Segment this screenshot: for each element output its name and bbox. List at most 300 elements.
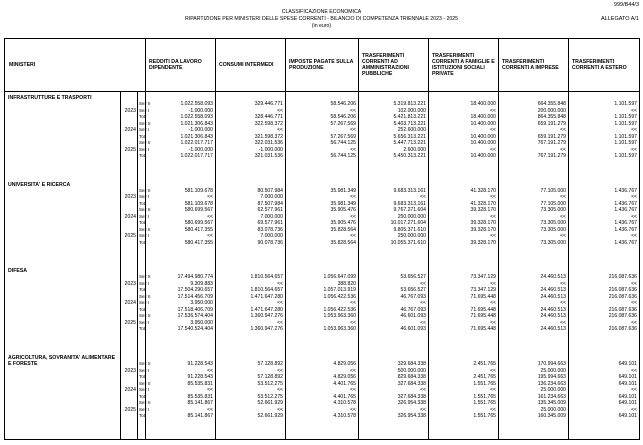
col-header-4: TRASFERIMENTI CORRENTI AD AMMINISTRAZIONI PUBBLICHE [359, 39, 429, 92]
ministry-name: DIFESA [8, 268, 28, 275]
value-cell: 24.460.513 [540, 274, 567, 281]
year-label: 2023 [124, 194, 136, 201]
value-cell: 53.656.527 [400, 274, 427, 281]
year-label: 2025 [124, 319, 136, 326]
value-cell: 85.535.831 [187, 380, 214, 387]
value-cell: 53.656.527 [400, 287, 427, 294]
value-cell: 9.805.371.610 [393, 226, 427, 233]
section-label: Tot [139, 200, 146, 206]
section-label: Tot [139, 153, 146, 158]
value-cell: 77.105.000 [540, 200, 567, 207]
value-cell: 1.022.017.717 [180, 153, 214, 159]
value-cell: 649.101 [618, 393, 638, 400]
value-cell: << [207, 194, 214, 201]
value-cell: 664.355.848 [537, 101, 567, 107]
value-cell: 1.101.597 [614, 101, 638, 107]
value-cell: 41.328.170 [470, 200, 497, 207]
value-cell: 500.000.000 [397, 367, 427, 374]
value-cell: 322.598.372 [254, 120, 284, 127]
year-label: 2025 [124, 406, 136, 413]
allegato-label: ALLEGATO A/1 [600, 16, 639, 22]
value-cell: 80.507.984 [257, 187, 284, 194]
value-cell: 10.400.000 [470, 140, 497, 146]
value-cell: 7.000.000 [260, 213, 284, 220]
value-cell: 1.022.558.093 [180, 114, 214, 120]
section-label: Sez II [139, 187, 151, 193]
value-cell: 321.031.536 [254, 153, 284, 159]
value-cell: 52.661.929 [257, 400, 284, 407]
value-cell: 56.744.125 [330, 140, 357, 146]
document-subtitle: RIPARTIZIONE PER MINISTERI DELLE SPESE CORRENTI - BILANCIO DI COMPETENZA TRIENNALE 2023 - 2025 [185, 16, 458, 22]
value-cell: 57.128.892 [257, 361, 284, 368]
value-cell: << [631, 213, 638, 220]
ministry-block [5, 352, 640, 439]
value-cell: 35.828.564 [330, 226, 357, 233]
value-cell: 53.512.275 [257, 380, 284, 387]
value-cell: 57.267.569 [330, 120, 357, 127]
section-label: Sez II [139, 274, 151, 280]
value-cell: 24.460.513 [540, 287, 567, 294]
value-cell: 10.400.000 [470, 133, 497, 140]
ministry-name: AGRICOLTURA, SOVRANITA' ALIMENTARE E FORESTE [8, 355, 116, 368]
value-cell: 1.810.564.657 [250, 287, 284, 294]
value-cell: 329.446.771 [254, 101, 284, 107]
value-cell: 2.451.765 [473, 361, 497, 368]
value-cell: << [277, 127, 284, 133]
section-label: Sez I [139, 280, 150, 286]
value-cell: 73.305.000 [540, 220, 567, 227]
value-cell: 17.536.574.404 [177, 313, 214, 320]
value-cell: 580.699.567 [184, 207, 214, 214]
value-cell: 659.191.279 [537, 120, 567, 127]
value-cell: << [277, 107, 284, 114]
value-cell: 10.400.000 [470, 120, 497, 127]
value-cell: 18.400.000 [470, 114, 497, 120]
value-cell: 39.328.170 [470, 239, 497, 246]
value-cell: 250.000.000 [397, 213, 427, 220]
value-cell: 91.228.543 [187, 361, 214, 368]
section-label: Sez II [139, 140, 151, 145]
value-cell: 62.577.961 [257, 207, 284, 214]
value-cell: << [350, 300, 357, 307]
value-cell: 5.656.313.221 [393, 133, 427, 140]
value-cell: 659.191.279 [537, 133, 567, 140]
value-cell: 10.055.371.610 [390, 239, 427, 246]
value-cell: 581.109.678 [184, 200, 214, 207]
section-label: Tot [139, 326, 146, 332]
value-cell: 24.460.513 [540, 293, 567, 300]
section-label: Sez II [139, 207, 151, 213]
value-cell: 329.684.338 [397, 361, 427, 368]
value-cell: 581.109.678 [184, 187, 214, 194]
value-cell: << [490, 319, 497, 326]
value-cell: 1.436.767 [614, 239, 638, 246]
section-label: Sez II [139, 400, 151, 406]
value-cell: 35.981.349 [330, 200, 357, 207]
value-cell: << [207, 387, 214, 394]
value-cell: << [350, 406, 357, 413]
value-cell: 18.400.000 [470, 101, 497, 107]
value-cell: 216.087.636 [608, 274, 638, 281]
year-spacer [121, 153, 136, 160]
value-cell: 10.400.000 [470, 153, 497, 159]
value-cell: << [277, 300, 284, 307]
value-cell: 17.540.524.404 [177, 326, 214, 333]
section-label: Sez I [139, 127, 150, 132]
value-cell: 69.577.961 [257, 220, 284, 227]
year-label: 2025 [124, 233, 136, 240]
value-cell: 767.191.279 [537, 140, 567, 146]
year-spacer [121, 240, 136, 247]
value-cell: 864.355.848 [537, 114, 567, 120]
value-cell: << [420, 280, 427, 287]
value-cell: 580.699.567 [184, 220, 214, 227]
value-cell: 77.105.000 [540, 187, 567, 194]
value-cell: 4.829.056 [333, 361, 357, 368]
value-cell: << [350, 233, 357, 240]
value-cell: 200.000.000 [537, 107, 567, 114]
col-header-2: CONSUMI INTERMEDI [216, 39, 286, 92]
value-cell: 39.328.170 [470, 220, 497, 227]
value-cell: 35.905.476 [330, 207, 357, 214]
value-cell: << [631, 233, 638, 240]
value-cell: 25.000.000 [540, 406, 567, 413]
value-cell: << [490, 387, 497, 394]
value-cell: << [350, 319, 357, 326]
value-cell: 9.683.313.161 [393, 200, 427, 207]
year-label: 2023 [124, 367, 136, 374]
value-cell: << [631, 280, 638, 287]
value-cell: 24.460.513 [540, 326, 567, 333]
value-cell: 4.310.578 [333, 413, 357, 420]
value-cell: 85.141.867 [187, 400, 214, 407]
value-cell: 1.022.558.093 [180, 101, 214, 107]
value-cell: << [631, 319, 638, 326]
value-cell: 46.601.093 [400, 313, 427, 320]
value-cell: 1.436.767 [614, 187, 638, 194]
value-cell: << [490, 367, 497, 374]
value-cell: 87.507.984 [257, 200, 284, 207]
value-cell: 1.471.647.280 [250, 306, 284, 313]
value-cell: << [490, 107, 497, 114]
value-cell: << [277, 406, 284, 413]
value-cell: 580.417.355 [184, 239, 214, 246]
value-cell: << [631, 387, 638, 394]
value-cell: 216.087.636 [608, 306, 638, 313]
value-cell: 1.360.947.276 [250, 313, 284, 320]
value-cell: 326.954.338 [397, 400, 427, 407]
col-header-ministeri: MINISTERI [5, 39, 146, 92]
value-cell: << [207, 233, 214, 240]
value-cell: 85.141.867 [187, 413, 214, 420]
section-label: Tot [139, 133, 146, 139]
value-cell: << [631, 300, 638, 307]
year-label: 2024 [124, 300, 136, 307]
value-cell: 649.101 [618, 361, 638, 368]
value-cell: 73.305.000 [540, 207, 567, 214]
value-cell: 102.000.000 [397, 107, 427, 114]
value-cell: 322.031.536 [254, 140, 284, 146]
value-cell: << [207, 213, 214, 220]
value-cell: -1.000.000 [188, 107, 214, 114]
value-cell: 9.309.883 [190, 280, 214, 287]
value-cell: << [420, 194, 427, 201]
value-cell: << [490, 406, 497, 413]
value-cell: << [277, 319, 284, 326]
year-label: 2025 [124, 146, 136, 153]
value-cell: 1.021.306.843 [180, 120, 214, 127]
value-cell: << [631, 194, 638, 201]
ministry-block [5, 92, 640, 179]
value-cell: 649.101 [618, 400, 638, 407]
value-cell: 73.347.129 [470, 274, 497, 281]
value-cell: << [207, 406, 214, 413]
value-cell: 136.234.663 [537, 380, 567, 387]
value-cell: 1.057.013.919 [323, 287, 357, 294]
value-cell: 73.305.000 [540, 226, 567, 233]
value-cell: 9.767.271.604 [393, 207, 427, 214]
value-cell: 649.101 [618, 380, 638, 387]
year-spacer [121, 326, 136, 333]
value-cell: 1.101.597 [614, 153, 638, 159]
section-label: Sez II [139, 380, 151, 386]
value-cell: 1.551.765 [473, 400, 497, 407]
value-cell: << [350, 146, 357, 153]
value-cell: 83.078.736 [257, 226, 284, 233]
value-cell: 17.518.406.709 [177, 306, 214, 313]
value-cell: << [420, 300, 427, 307]
expenditure-table [4, 38, 640, 440]
value-cell: 17.504.290.657 [177, 287, 214, 294]
value-cell: 327.684.338 [397, 380, 427, 387]
value-cell: 1.021.306.843 [180, 133, 214, 140]
section-label: Sez II [139, 120, 151, 126]
value-cell: << [350, 194, 357, 201]
section-label: Tot [139, 114, 146, 119]
value-cell: << [631, 107, 638, 114]
section-label: Tot [139, 287, 146, 293]
value-cell: << [560, 233, 567, 240]
value-cell: 17.514.456.709 [177, 293, 214, 300]
value-cell: 1.022.017.717 [180, 140, 214, 146]
value-cell: 4.829.056 [333, 374, 357, 381]
value-cell: 57.267.569 [330, 133, 357, 140]
document-title: CLASSIFICAZIONE ECONOMICA [281, 9, 362, 15]
value-cell: 24.460.513 [540, 306, 567, 313]
year-label: 2023 [124, 280, 136, 287]
value-cell: 4.401.765 [333, 393, 357, 400]
col-header-6: TRASFERIMENTI CORRENTI A IMPRESE [499, 39, 569, 92]
value-cell: 46.601.093 [400, 326, 427, 333]
value-cell: 1.360.947.276 [250, 326, 284, 333]
value-cell: << [420, 406, 427, 413]
value-cell: 195.994.663 [537, 374, 567, 381]
value-cell: 71.695.448 [470, 293, 497, 300]
value-cell: 1.101.597 [614, 120, 638, 127]
value-cell: << [490, 233, 497, 240]
value-cell: 5.319.813.221 [393, 101, 427, 107]
value-cell: 250.000.000 [397, 233, 427, 240]
value-cell: 252.600.000 [397, 127, 427, 133]
value-cell: << [560, 127, 567, 133]
year-label: 2023 [124, 107, 136, 114]
value-cell: 1.436.767 [614, 220, 638, 227]
value-cell: << [631, 146, 638, 153]
value-cell: << [560, 213, 567, 220]
ministry-name: INFRASTRUTTURE E TRASPORTI [8, 95, 92, 101]
value-cell: 1.056.647.099 [323, 274, 357, 281]
value-cell: 7.000.000 [260, 233, 284, 240]
value-cell: 58.546.206 [330, 114, 357, 120]
value-cell: 25.000.000 [540, 367, 567, 374]
section-label: Sez II [139, 313, 151, 319]
unit-label: (in euro) [311, 23, 332, 29]
value-cell: -1.000.000 [188, 146, 214, 153]
ministry-block [5, 179, 640, 266]
value-cell: 58.546.206 [330, 101, 357, 107]
section-label: Tot [139, 374, 146, 380]
col-header-5: TRASFERIMENTI CORRENTI A FAMIGLIE E ISTITUZIONI SOCIALI PRIVATE [429, 39, 499, 92]
section-label: Sez I [139, 406, 150, 412]
value-cell: 216.087.636 [608, 313, 638, 320]
value-cell: 326.954.338 [397, 413, 427, 420]
value-cell: << [277, 387, 284, 394]
value-cell: 35.905.476 [330, 220, 357, 227]
section-label: Sez I [139, 194, 150, 200]
value-cell: 1.101.597 [614, 133, 638, 140]
section-label: Tot [139, 393, 146, 399]
value-cell: 327.684.338 [397, 393, 427, 400]
section-label: Sez I [139, 387, 150, 393]
value-cell: << [490, 213, 497, 220]
value-cell: << [420, 319, 427, 326]
ministry-name: UNIVERSITA' E RICERCA [8, 181, 71, 188]
value-cell: 4.401.765 [333, 380, 357, 387]
value-cell: << [560, 300, 567, 307]
value-cell: 321.598.372 [254, 133, 284, 140]
col-header-3: IMPOSTE PAGATE SULLA PRODUZIONE [286, 39, 359, 92]
value-cell: 216.087.636 [608, 326, 638, 333]
value-cell: 24.460.513 [540, 313, 567, 320]
value-cell: << [560, 280, 567, 287]
value-cell: 1.056.422.536 [323, 293, 357, 300]
value-cell: 39.328.170 [470, 207, 497, 214]
value-cell: << [350, 213, 357, 220]
value-cell: 767.191.279 [537, 153, 567, 159]
value-cell: -1.000.000 [188, 127, 214, 133]
value-cell: 1.436.767 [614, 207, 638, 214]
value-cell: 1.056.422.536 [323, 306, 357, 313]
value-cell: -1.000.000 [258, 146, 284, 153]
year-label: 2024 [124, 213, 136, 220]
document-header [0, 9, 643, 30]
value-cell: 5.403.713.221 [393, 120, 427, 127]
section-label: Tot [139, 306, 146, 312]
value-cell: 56.744.125 [330, 153, 357, 159]
value-cell: 41.328.170 [470, 187, 497, 194]
section-label: Sez I [139, 107, 150, 113]
value-cell: 1.551.765 [473, 413, 497, 420]
col-header-1: REDDITI DA LAVORO DIPENDENTE [146, 39, 216, 92]
section-label: Sez II [139, 293, 151, 299]
value-cell: 35.828.564 [330, 239, 357, 246]
value-cell: 17.494.980.774 [177, 274, 214, 281]
value-cell: 73.347.129 [470, 287, 497, 294]
value-cell: 649.101 [618, 374, 638, 381]
value-cell: 10.017.271.604 [390, 220, 427, 227]
section-label: Sez I [139, 319, 150, 325]
value-cell: 73.305.000 [540, 239, 567, 246]
value-cell: << [277, 367, 284, 374]
value-cell: 71.695.448 [470, 326, 497, 333]
value-cell: 829.684.338 [397, 374, 427, 381]
value-cell: << [560, 194, 567, 201]
value-cell: 2.451.765 [473, 374, 497, 381]
year-label: 2024 [124, 127, 136, 133]
value-cell: << [490, 280, 497, 287]
value-cell: 85.535.831 [187, 393, 214, 400]
value-cell: 3.950.000 [190, 319, 214, 326]
section-label: Sez I [139, 213, 150, 219]
section-label: Sez I [139, 146, 150, 152]
value-cell: << [631, 406, 638, 413]
section-label: Sez I [139, 300, 150, 306]
section-label: Sez II [139, 226, 151, 232]
section-label: Sez II [139, 361, 151, 367]
section-label: Sez I [139, 233, 150, 239]
value-cell: 1.101.597 [614, 140, 638, 146]
value-cell: << [490, 146, 497, 153]
value-cell: 328.446.771 [254, 114, 284, 120]
section-label: Sez II [139, 101, 151, 106]
value-cell: 53.512.275 [257, 393, 284, 400]
value-cell: 649.101 [618, 413, 638, 420]
ministry-block [5, 265, 640, 352]
value-cell: 52.661.929 [257, 413, 284, 420]
value-cell: 161.234.663 [537, 393, 567, 400]
value-cell: << [207, 367, 214, 374]
section-label: Tot [139, 239, 146, 245]
value-cell: 4.310.578 [333, 400, 357, 407]
section-label: Sez I [139, 367, 150, 373]
value-cell: 160.345.009 [537, 413, 567, 420]
section-label: Tot [139, 413, 146, 419]
value-cell: 1.551.765 [473, 380, 497, 387]
value-cell: 1.810.564.657 [250, 274, 284, 281]
value-cell: 35.981.349 [330, 187, 357, 194]
value-cell: << [420, 387, 427, 394]
value-cell: 71.695.448 [470, 306, 497, 313]
value-cell: << [350, 367, 357, 374]
value-cell: 1.053.963.360 [323, 313, 357, 320]
value-cell: 5.447.713.221 [393, 140, 427, 146]
value-cell: 46.767.093 [400, 306, 427, 313]
value-cell: 5.421.813.221 [393, 114, 427, 120]
value-cell: 39.328.170 [470, 226, 497, 233]
value-cell: << [277, 280, 284, 287]
value-cell: 216.087.636 [608, 293, 638, 300]
value-cell: << [350, 387, 357, 394]
value-cell: 580.417.355 [184, 226, 214, 233]
value-cell: << [350, 107, 357, 114]
value-cell: 1.101.597 [614, 114, 638, 120]
col-header-7: TRASFERIMENTI CORRENTI A ESTERO [569, 39, 640, 92]
value-cell: 9.683.313.161 [393, 187, 427, 194]
value-cell: 57.128.892 [257, 374, 284, 381]
value-cell: 71.695.448 [470, 313, 497, 320]
value-cell: 1.471.647.280 [250, 293, 284, 300]
value-cell: << [560, 146, 567, 153]
